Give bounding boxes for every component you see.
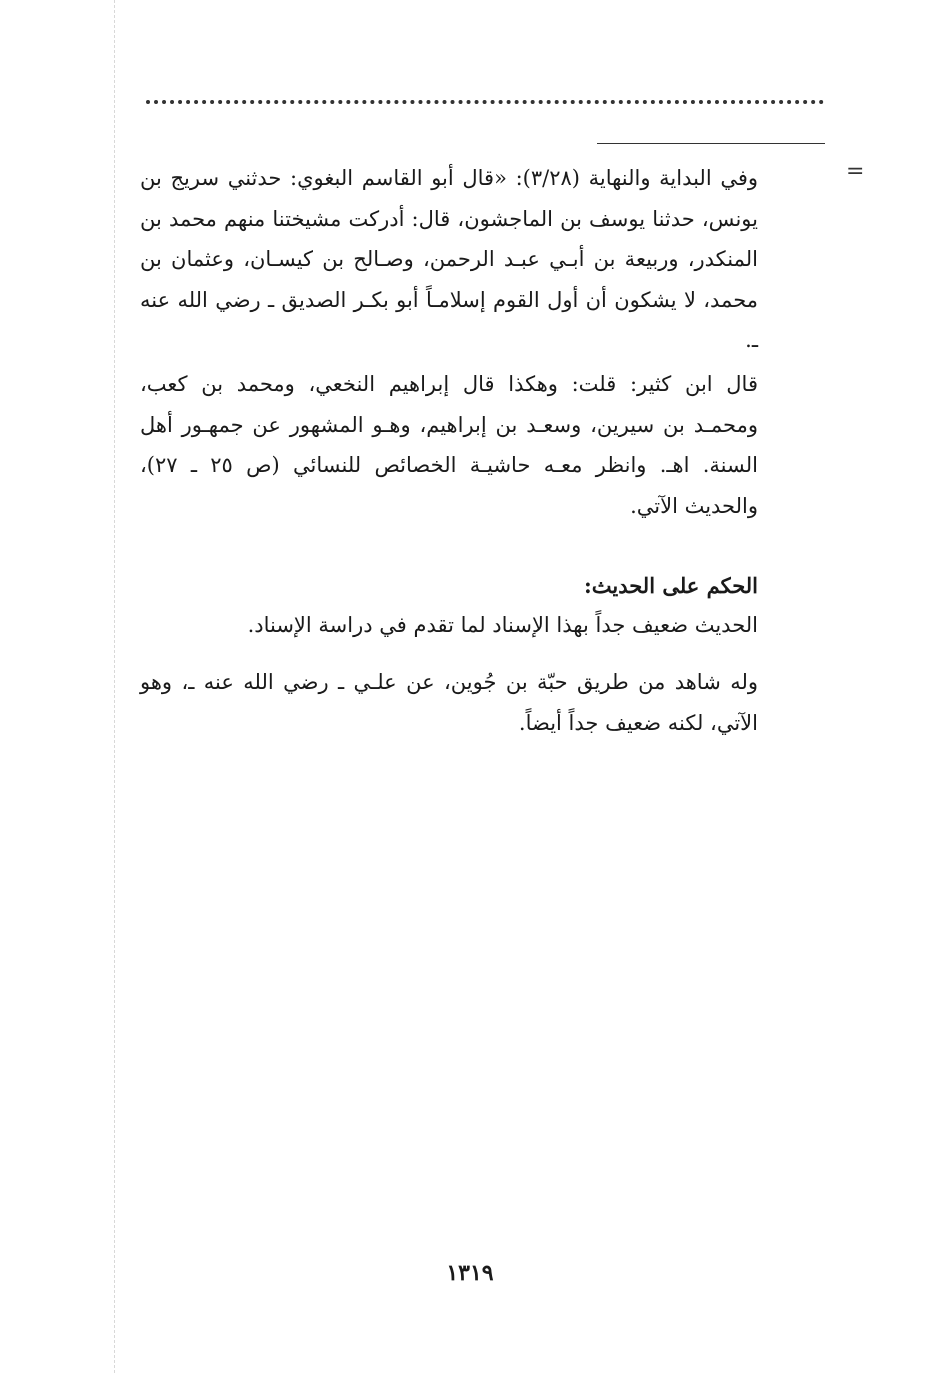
footnote-paragraph-ibn-kathir: قال ابن كثير: قلت: وهكذا قال إبراهيم النخعي، ومحمد بن كعب، ومحمـد بن سيرين، وسعـد بن إبراهيم، وهـو المشهور عن جمهـور أهل السنة. اهـ. وانظر معـه حاشيـة الخصائص للنسائي (ص ٢٥ ـ ٢٧)، والحديث الآتي.	[140, 372, 758, 518]
footnote-rule	[597, 143, 825, 144]
continuation-marker: =	[846, 159, 865, 184]
scan-margin-line	[114, 0, 115, 1373]
section-heading-hukm: الحكم على الحديث:	[584, 573, 758, 598]
footnote-paragraph-bidaya: وفي البداية والنهاية (٣/٢٨): «قال أبو القاسم البغوي: حدثني سريج بن يونس، حدثنا يوسف بن الماجشون، قال: أدركت مشيختنا منهم محمد بن المنكدر، وربيعة بن أبـي عبـد الرحمن، وصـالح بن كيسـان، وعثمان بن محمد، لا يشكون أن أول القوم إسلامـاً أبو بكـر الصديق ـ رضي الله عنه ـ.	[140, 166, 758, 352]
supporting-narration-paragraph: وله شاهد من طريق حبّة بن جُوين، عن علـي ـ رضي الله عنه ـ، وهو الآتي، لكنه ضعيف جداً أيضاً.	[140, 670, 758, 735]
page-number: ١٣١٩	[446, 1260, 494, 1286]
ruling-paragraph: الحديث ضعيف جداً بهذا الإسناد لما تقدم في دراسة الإسناد.	[247, 613, 758, 637]
dotted-separator	[146, 100, 824, 104]
